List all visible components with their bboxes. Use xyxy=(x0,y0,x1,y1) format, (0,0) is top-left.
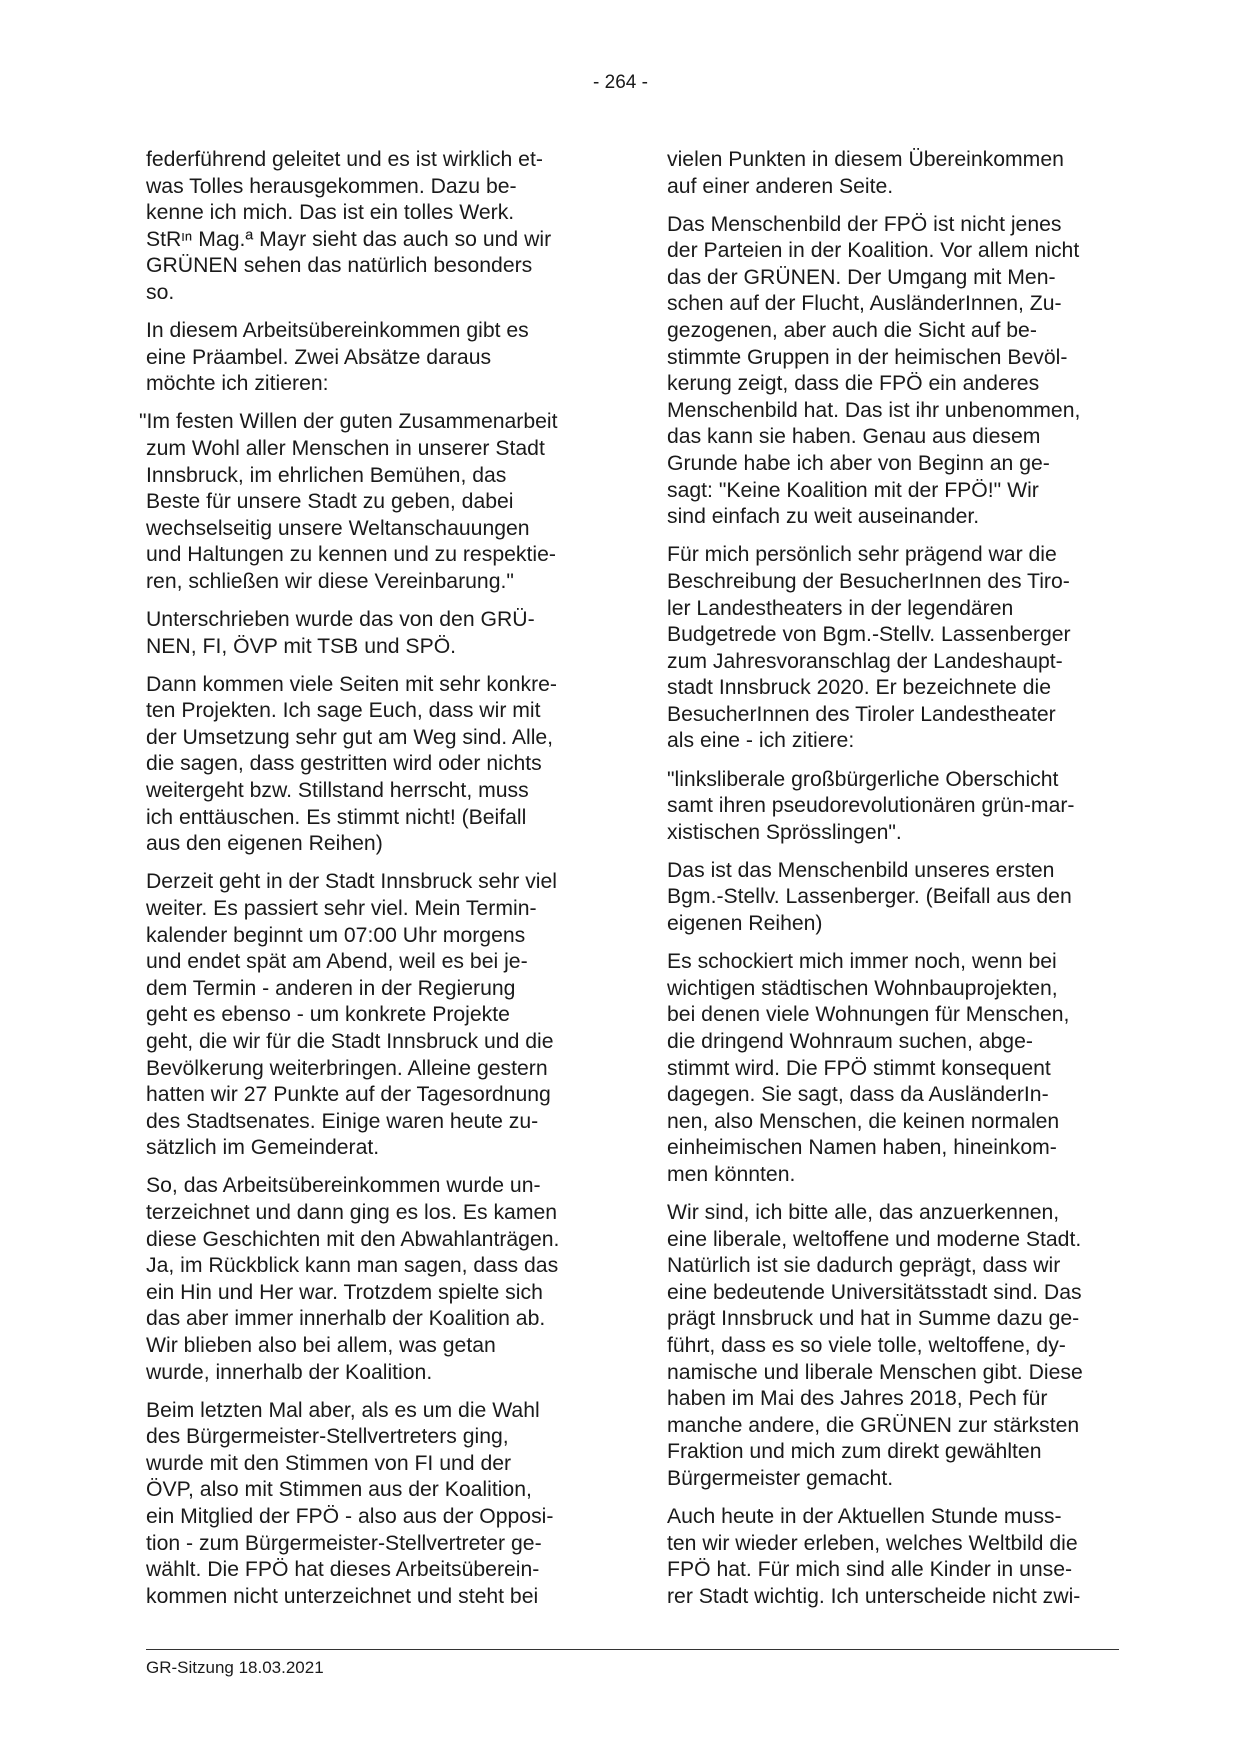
text-line: des Stadtsenates. Einige waren heute zu- xyxy=(146,1109,539,1133)
text-line: In diesem Arbeitsübereinkommen gibt es xyxy=(146,319,529,343)
text-line: ten Projekten. Ich sage Euch, dass wir mit xyxy=(146,699,541,723)
text-line: NEN, FI, ÖVP mit TSB und SPÖ. xyxy=(146,634,457,658)
page-number: - 264 - xyxy=(593,72,648,93)
text-line: Budgetrede von Bgm.-Stellv. Lassenberger xyxy=(667,623,1071,647)
paragraph xyxy=(667,1200,1119,1493)
text-line: Dann kommen viele Seiten mit sehr konkre- xyxy=(146,672,557,696)
text-line: nen, also Menschen, die keinen normalen xyxy=(667,1109,1060,1133)
paragraph xyxy=(667,858,1119,938)
paragraph xyxy=(667,1504,1119,1610)
text-line: Grunde habe ich aber von Beginn an ge- xyxy=(667,452,1050,476)
text-line: Unterschrieben wurde das von den GRÜ- xyxy=(146,608,535,631)
paragraph xyxy=(146,1398,598,1611)
text-line: ten wir wieder erleben, welches Weltbild die xyxy=(667,1531,1078,1555)
text-line: Natürlich ist sie dadurch geprägt, dass wir xyxy=(667,1254,1061,1278)
text-line: Wir sind, ich bitte alle, das anzuerkennen, xyxy=(667,1200,1060,1224)
text-line: xistischen Sprösslingen". xyxy=(667,820,902,844)
text-line: der Umsetzung sehr gut am Weg sind. Alle, xyxy=(146,725,554,749)
text-line: eine liberale, weltoffene und moderne Stadt. xyxy=(667,1227,1082,1251)
text-line: prägt Innsbruck und hat in Summe dazu ge- xyxy=(667,1307,1080,1331)
text-line: men könnten. xyxy=(667,1162,796,1186)
text-line: ler Landestheaters in der legendären xyxy=(667,596,1014,620)
text-line: diese Geschichten mit den Abwahlanträgen. xyxy=(146,1227,560,1251)
text-line: ein Mitglied der FPÖ - also aus der Opposi- xyxy=(146,1505,554,1528)
text-line: so. xyxy=(146,280,175,304)
text-line: Innsbruck, im ehrlichen Bemühen, das xyxy=(146,463,507,487)
paragraph xyxy=(667,542,1119,755)
text-line: eine bedeutende Universitätsstadt sind. Das xyxy=(667,1280,1082,1304)
text-line: die dringend Wohnraum suchen, abge- xyxy=(667,1029,1033,1053)
text-line: manche andere, die GRÜNEN zur stärksten xyxy=(667,1413,1080,1437)
text-line: StRᶦⁿ Mag.ª Mayr sieht das auch so und wir xyxy=(146,227,552,251)
right-column xyxy=(667,147,1119,1622)
text-line: Das ist das Menschenbild unseres ersten xyxy=(667,858,1055,882)
text-line: stadt Innsbruck 2020. Er bezeichnete die xyxy=(667,676,1051,700)
paragraph xyxy=(146,672,598,858)
text-line: Beschreibung der BesucherInnen des Tiro- xyxy=(667,569,1070,593)
text-line: "linksliberale großbürgerliche Oberschicht xyxy=(667,767,1059,791)
text-line: Beim letzten Mal aber, als es um die Wahl xyxy=(146,1398,540,1422)
paragraph xyxy=(667,147,1119,200)
text-line: kenne ich mich. Das ist ein tolles Werk. xyxy=(146,201,515,225)
paragraph xyxy=(146,1173,598,1386)
text-line: So, das Arbeitsübereinkommen wurde un- xyxy=(146,1174,541,1198)
text-line: gezogenen, aber auch die Sicht auf be- xyxy=(667,319,1037,343)
text-line: und endet spät am Abend, weil es bei je- xyxy=(146,950,528,974)
text-line: Menschenbild hat. Das ist ihr unbenommen, xyxy=(667,398,1081,422)
text-line: tion - zum Bürgermeister-Stellvertreter ge- xyxy=(146,1531,542,1555)
text-line: wurde, innerhalb der Koalition. xyxy=(146,1360,433,1384)
text-line: weiter. Es passiert sehr viel. Mein Termin- xyxy=(146,896,537,920)
text-line: Bürgermeister gemacht. xyxy=(667,1466,894,1490)
text-line: ren, schließen wir diese Vereinbarung." xyxy=(146,569,514,593)
text-line: Auch heute in der Aktuellen Stunde muss- xyxy=(667,1505,1062,1528)
text-line: ich enttäuschen. Es stimmt nicht! (Beifall xyxy=(146,805,527,829)
text-line: Fraktion und mich zum direkt gewählten xyxy=(667,1440,1042,1464)
text-line: wählt. Die FPÖ hat dieses Arbeitsüberein- xyxy=(146,1558,540,1582)
text-line: samt ihren pseudorevolutionären grün-mar- xyxy=(667,794,1075,818)
paragraph xyxy=(146,869,598,1162)
text-line: kerung zeigt, dass die FPÖ ein anderes xyxy=(667,372,1040,396)
text-line: rer Stadt wichtig. Ich unterscheide nicht zwi- xyxy=(667,1584,1081,1608)
text-line: kalender beginnt um 07:00 Uhr morgens xyxy=(146,923,526,947)
text-line: sagt: "Keine Koalition mit der FPÖ!" Wir xyxy=(667,478,1039,502)
footer-rule xyxy=(146,1649,1119,1650)
text-line: zum Wohl aller Menschen in unserer Stadt xyxy=(146,436,545,460)
text-line: stimmte Gruppen in der heimischen Bevöl- xyxy=(667,345,1068,369)
text-line: BesucherInnen des Tiroler Landestheater xyxy=(667,702,1056,726)
quote-paragraph xyxy=(139,409,598,595)
text-line: terzeichnet und dann ging es los. Es kamen xyxy=(146,1200,558,1224)
text-line: was Tolles herausgekommen. Dazu be- xyxy=(146,174,517,198)
paragraph xyxy=(146,607,598,660)
text-line: ÖVP, also mit Stimmen aus der Koalition, xyxy=(146,1478,532,1502)
text-line: zum Jahresvoranschlag der Landeshaupt- xyxy=(667,649,1063,673)
text-line: eigenen Reihen) xyxy=(667,912,823,936)
text-line: sind einfach zu weit auseinander. xyxy=(667,505,980,529)
text-line: wechselseitig unsere Weltanschauungen xyxy=(146,516,530,540)
text-line: bei denen viele Wohnungen für Menschen, xyxy=(667,1003,1070,1027)
text-line: führt, dass es so viele tolle, weltoffene, dy- xyxy=(667,1333,1066,1357)
text-line: Ja, im Rückblick kann man sagen, dass das xyxy=(146,1254,559,1278)
text-line: als eine - ich zitiere: xyxy=(667,729,855,753)
text-line: Wir blieben also bei allem, was getan xyxy=(146,1333,496,1357)
text-line: weitergeht bzw. Stillstand herrscht, muss xyxy=(146,779,529,803)
quote-paragraph xyxy=(667,767,1119,847)
text-line: das der GRÜNEN. Der Umgang mit Men- xyxy=(667,265,1056,289)
text-line: der Parteien in der Koalition. Vor allem nicht xyxy=(667,239,1080,263)
text-line: Es schockiert mich immer noch, wenn bei xyxy=(667,950,1057,974)
paragraph xyxy=(146,147,598,307)
text-line: vielen Punkten in diesem Übereinkommen xyxy=(667,148,1064,171)
paragraph xyxy=(146,318,598,398)
text-line: Das Menschenbild der FPÖ ist nicht jenes xyxy=(667,212,1062,236)
paragraph xyxy=(667,949,1119,1188)
text-line: Derzeit geht in der Stadt Innsbruck sehr viel xyxy=(146,870,558,894)
text-line: des Bürgermeister-Stellvertreters ging, xyxy=(146,1425,509,1449)
text-line: wurde mit den Stimmen von FI und der xyxy=(146,1451,512,1475)
text-line: haben im Mai des Jahres 2018, Pech für xyxy=(667,1387,1048,1411)
paragraph xyxy=(667,212,1119,531)
text-line: die sagen, dass gestritten wird oder nichts xyxy=(146,752,542,776)
text-line: hatten wir 27 Punkte auf der Tagesordnung xyxy=(146,1083,551,1107)
text-line: einheimischen Namen haben, hineinkom- xyxy=(667,1136,1057,1160)
text-line: dem Termin - anderen in der Regierung xyxy=(146,976,516,1000)
text-line: aus den eigenen Reihen) xyxy=(146,832,383,856)
text-line: Für mich persönlich sehr prägend war die xyxy=(667,543,1057,567)
text-line: ein Hin und Her war. Trotzdem spielte sich xyxy=(146,1280,543,1304)
text-line: Bevölkerung weiterbringen. Alleine gestern xyxy=(146,1056,548,1080)
text-line: Bgm.-Stellv. Lassenberger. (Beifall aus den xyxy=(667,885,1072,909)
text-line: das aber immer innerhalb der Koalition ab. xyxy=(146,1307,546,1331)
text-line: wichtigen städtischen Wohnbauprojekten, xyxy=(667,976,1058,1000)
text-line: GRÜNEN sehen das natürlich besonders xyxy=(146,254,533,278)
text-line: auf einer anderen Seite. xyxy=(667,174,894,198)
text-line: sätzlich im Gemeinderat. xyxy=(146,1136,380,1160)
text-line: Beste für unsere Stadt zu geben, dabei xyxy=(146,490,514,514)
text-line: geht, die wir für die Stadt Innsbruck und die xyxy=(146,1029,554,1053)
text-line: eine Präambel. Zwei Absätze daraus xyxy=(146,345,492,369)
text-line: dagegen. Sie sagt, dass da AusländerIn- xyxy=(667,1083,1049,1107)
text-line: kommen nicht unterzeichnet und steht bei xyxy=(146,1584,539,1608)
text-line: "Im festen Willen der guten Zusammenarbeit xyxy=(139,410,558,434)
text-line: möchte ich zitieren: xyxy=(146,372,329,396)
text-line: schen auf der Flucht, AusländerInnen, Zu- xyxy=(667,292,1062,316)
left-column xyxy=(139,147,598,1622)
footer-session-date: GR-Sitzung 18.03.2021 xyxy=(146,1658,324,1677)
text-line: und Haltungen zu kennen und zu respektie- xyxy=(146,543,556,567)
text-line: das kann sie haben. Genau aus diesem xyxy=(667,425,1041,449)
text-line: FPÖ hat. Für mich sind alle Kinder in unse- xyxy=(667,1558,1073,1582)
text-line: federführend geleitet und es ist wirklich et- xyxy=(146,148,543,171)
text-line: stimmt wird. Die FPÖ stimmt konsequent xyxy=(667,1056,1051,1080)
text-line: geht es ebenso - um konkrete Projekte xyxy=(146,1003,510,1027)
text-line: namische und liberale Menschen gibt. Diese xyxy=(667,1360,1083,1384)
